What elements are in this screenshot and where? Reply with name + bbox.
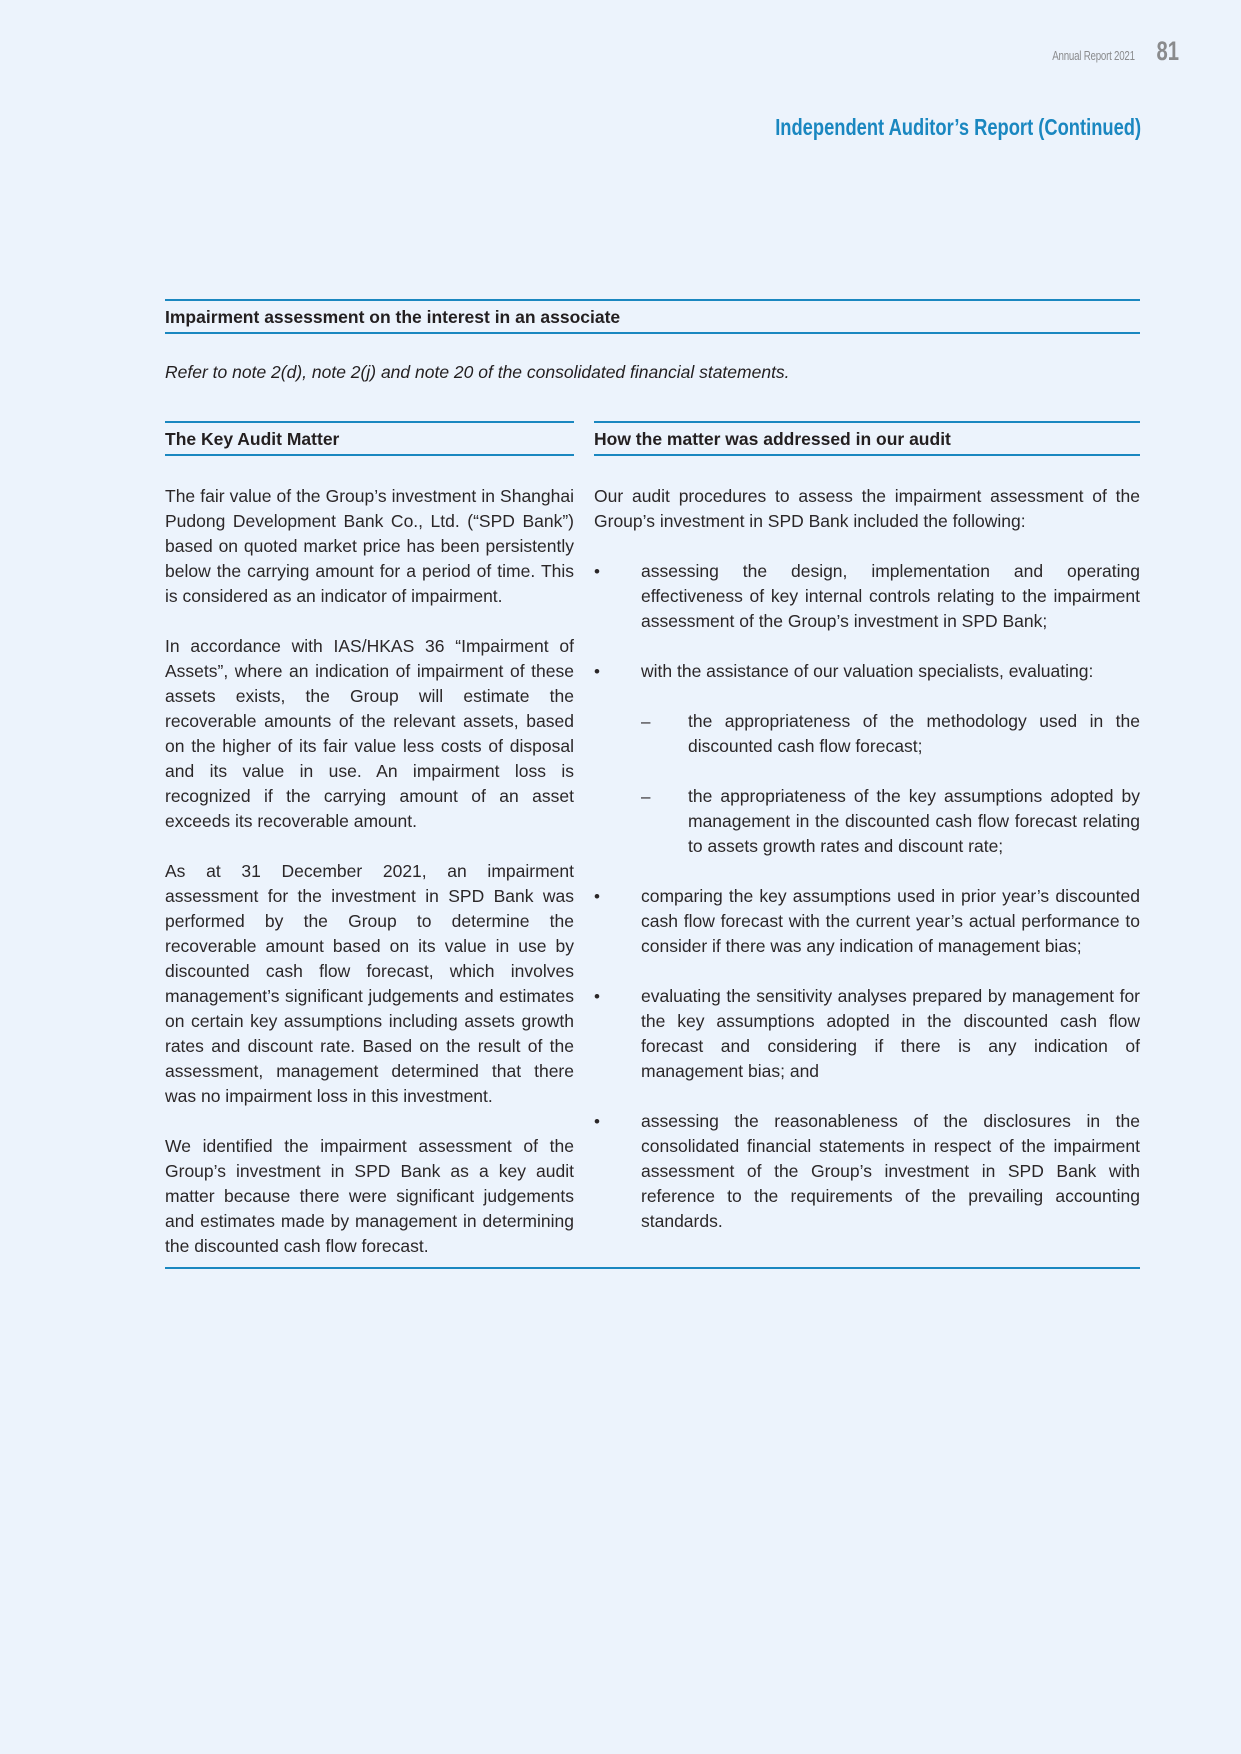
page-number: 81 bbox=[1156, 36, 1179, 66]
kam-paragraph: The fair value of the Group’s investment in Shanghai Pudong Development Bank Co., Ltd. (“SPD Bank”) based on quoted market price has been persistently below the carrying amount for a period of time. This is considered as an indicator of impairment. bbox=[165, 486, 574, 606]
right-column-body bbox=[594, 456, 1140, 1234]
left-column-heading: The Key Audit Matter bbox=[165, 429, 340, 449]
kam-paragraph: In accordance with IAS/HKAS 36 “Impairment of Assets”, where an indication of impairment of these assets exists, the Group will estimate the recoverable amounts of the relevant assets, based on the higher of its fair value less costs of disposal and its value in use. An impairment loss is recognized if the carrying amount of an asset exceeds its recoverable amount. bbox=[165, 636, 574, 831]
dash-icon: – bbox=[641, 712, 651, 731]
sub-procedure-item bbox=[641, 709, 1140, 759]
right-column-heading: How the matter was addressed in our audit bbox=[594, 429, 951, 449]
refer-note: Refer to note 2(d), note 2(j) and note 20 of the consolidated financial statements. bbox=[165, 362, 790, 382]
bullet-icon: • bbox=[594, 887, 600, 906]
left-column-body bbox=[165, 456, 574, 1259]
report-label: Annual Report 2021 bbox=[1052, 49, 1135, 63]
key-audit-matter-column bbox=[165, 421, 574, 1259]
bottom-divider bbox=[165, 1267, 1140, 1269]
audit-procedure-text: with the assistance of our valuation specialists, evaluating: bbox=[641, 661, 1094, 681]
dash-icon: – bbox=[641, 787, 651, 806]
kam-paragraph: We identified the impairment assessment of the Group’s investment in SPD Bank as a key audit matter because there were significant judgements and estimates made by management in determining the discounted cash flow forecast. bbox=[165, 1136, 574, 1256]
kam-paragraph: As at 31 December 2021, an impairment assessment for the investment in SPD Bank was performed by the Group to determine the recoverable amount based on its value in use by discounted cash flow forecast, which involves management’s significant judgements and estimates on certain key assumptions including assets growth rates and discount rate. Based on the result of the assessment, management determined that there was no impairment loss in this investment. bbox=[165, 861, 574, 1106]
section-title: Independent Auditor’s Report (Continued) bbox=[775, 114, 1141, 140]
audit-procedure-text: assessing the design, implementation and operating effectiveness of key internal controls relating to the impairment assessment of the Group’s investment in SPD Bank; bbox=[641, 561, 1140, 631]
bullet-icon: • bbox=[594, 662, 600, 681]
sub-procedure-list bbox=[641, 709, 1140, 859]
kam-heading: Impairment assessment on the interest in an associate bbox=[165, 307, 621, 327]
running-head bbox=[1029, 36, 1179, 67]
bullet-icon: • bbox=[594, 562, 600, 581]
bullet-icon: • bbox=[594, 987, 600, 1006]
kam-table bbox=[165, 421, 1140, 1259]
audit-procedure-text: comparing the key assumptions used in prior year’s discounted cash flow forecast with the current year’s actual performance to consider if there was any indication of management bias; bbox=[641, 886, 1140, 956]
sub-procedure-text: the appropriateness of the methodology used in the discounted cash flow forecast; bbox=[688, 711, 1140, 756]
audit-intro: Our audit procedures to assess the impairment assessment of the Group’s investment in SPD Bank included the following: bbox=[594, 486, 1140, 531]
audit-procedure-item bbox=[594, 659, 1140, 859]
bullet-icon: • bbox=[594, 1112, 600, 1131]
audit-procedure-item bbox=[594, 984, 1140, 1084]
sub-procedure-item bbox=[641, 784, 1140, 859]
audit-procedure-item bbox=[594, 884, 1140, 959]
audit-procedure-text: evaluating the sensitivity analyses prepared by management for the key assumptions adopted in the discounted cash flow forecast and considering if there is any indication of management bias; and bbox=[641, 986, 1140, 1081]
audit-response-column bbox=[594, 421, 1140, 1259]
audit-procedure-item bbox=[594, 559, 1140, 634]
audit-procedure-item bbox=[594, 1109, 1140, 1234]
audit-procedure-text: assessing the reasonableness of the disclosures in the consolidated financial statements in respect of the impairment assessment of the Group’s investment in SPD Bank with reference to the requirements of the prevailing accounting standards. bbox=[641, 1111, 1140, 1231]
heading-divider bbox=[165, 332, 1140, 334]
sub-procedure-text: the appropriateness of the key assumptions adopted by management in the discounted cash flow forecast relating to assets growth rates and discount rate; bbox=[688, 786, 1140, 856]
key-audit-matter-section bbox=[165, 299, 1140, 1269]
